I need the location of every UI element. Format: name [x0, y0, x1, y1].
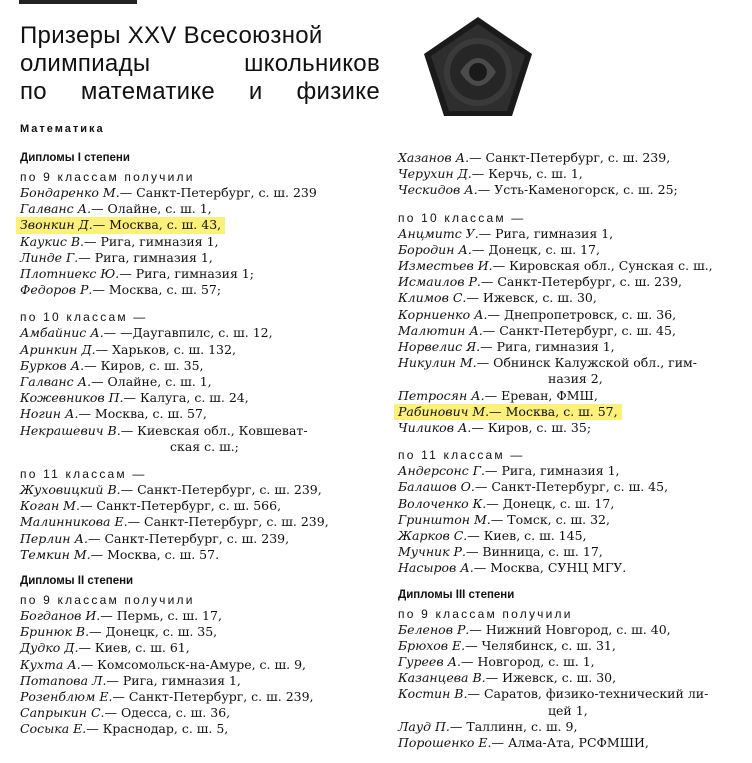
winner-school: — Рига, гимназия 1, — [478, 225, 614, 241]
winner-name: Галванс А. — [20, 374, 92, 390]
list-item — [398, 463, 743, 479]
entry-list — [20, 325, 380, 455]
winner-school: — Кировская обл., Сунская с. ш., — [492, 258, 713, 274]
winner-school: — Харьков, с. ш. 132, — [95, 341, 236, 357]
winner-name: Сосыка Е. — [20, 721, 87, 737]
list-item — [20, 325, 380, 341]
list-item — [398, 512, 743, 528]
title-line-1: Призеры XXV Всесоюзной — [20, 22, 323, 49]
title-word: по — [20, 78, 47, 105]
winner-school-continued: цей 1, — [548, 702, 588, 718]
winner-name: Розенблюм Е. — [20, 689, 113, 705]
winner-school: — Москва, с. ш. 57, — [489, 403, 618, 419]
grade-label: по 11 классам — — [398, 448, 525, 463]
highlighted-entry — [16, 217, 225, 233]
winner-school: — —Даугавпилс, с. ш. 12, — [103, 325, 273, 341]
list-item — [20, 342, 380, 358]
winner-school: — Ереван, ФМШ, — [484, 387, 598, 403]
winner-name: Хазанов А. — [398, 150, 470, 165]
winner-name: Потапова Л. — [20, 672, 107, 688]
grade-label: по 10 классам — — [398, 210, 526, 225]
list-item-continuation — [398, 703, 743, 719]
winner-name: Рабинович М. — [398, 403, 490, 419]
winner-school: — Москва, с. ш. 43, — [92, 217, 222, 233]
winner-name: Порошенко Е. — [398, 735, 492, 751]
winner-name: Коган М. — [20, 498, 80, 514]
winner-name: Ногин А. — [20, 406, 79, 422]
list-item — [20, 423, 380, 439]
winner-school: — Винница, с. ш. 17, — [465, 544, 603, 560]
winner-name: Перлин А. — [20, 530, 88, 546]
diploma-heading: Дипломы II степени — [20, 575, 134, 588]
winner-name: Кожевников П. — [20, 390, 124, 406]
winner-name: Кухта А. — [20, 656, 81, 672]
list-item — [398, 654, 743, 670]
list-item — [398, 686, 743, 702]
list-item — [398, 290, 743, 306]
top-rule — [19, 0, 137, 4]
winner-school: — Москва, с. ш. 57, — [78, 406, 207, 422]
winner-school: — Краснодар, с. ш. 5, — [86, 721, 229, 737]
winner-school: — Рига, гимназия 1, — [78, 249, 213, 265]
winner-school: — Нижний Новгород, с. ш. 40, — [469, 621, 671, 637]
page-title — [20, 22, 380, 106]
winner-school: — Обнинск Калужской обл., гим- — [476, 355, 697, 371]
winner-school: — Санкт-Петербург, с. ш. 239 — [119, 185, 317, 200]
winner-school: — Рига, гимназия 1, — [84, 233, 219, 249]
winner-school: — Керчь, с. ш. 1, — [471, 166, 583, 182]
winner-name: Плотниекс Ю. — [20, 266, 120, 282]
winner-name: Волоченко К. — [398, 495, 487, 511]
winner-school-continued: ская с. ш.; — [170, 438, 239, 454]
winner-school: — Киров, с. ш. 35, — [84, 357, 204, 373]
diploma-heading: Дипломы I степени — [20, 152, 130, 164]
winner-school: — Томск, с. ш. 32, — [490, 511, 610, 527]
list-item-continuation — [20, 439, 380, 455]
entry-list — [398, 226, 743, 437]
winner-school: — Санкт-Петербург, с. ш. 45, — [482, 322, 676, 338]
list-item — [20, 498, 380, 514]
winner-name: Гуреев А. — [398, 654, 462, 670]
grade-label: по 9 классам получили — [20, 593, 195, 608]
winner-school: — Рига, гимназия 1; — [119, 266, 254, 282]
winner-name: Жуховицкий В. — [20, 482, 121, 498]
list-item — [20, 657, 380, 673]
winner-name: Черухин Д. — [398, 166, 472, 182]
list-item — [20, 406, 380, 422]
title-word: физике — [296, 78, 380, 105]
winner-name: Бринюк В. — [20, 624, 90, 640]
winner-name: Сапрыкин С. — [20, 705, 105, 721]
winner-school: — Рига, гимназия 1, — [485, 463, 620, 479]
list-item — [20, 640, 380, 656]
winner-school: — Киров, с. ш. 35; — [471, 420, 592, 436]
winner-school: — Рига, гимназия 1, — [480, 339, 615, 355]
winner-name: Никулин М. — [398, 355, 477, 371]
list-item — [20, 250, 380, 266]
winner-name: Изместьев И. — [398, 258, 493, 274]
olympiad-emblem-icon — [420, 14, 536, 120]
list-item — [398, 242, 743, 258]
grade-label: по 9 классам получили — [20, 170, 195, 184]
winner-school: — Ижевск, с. ш. 30, — [466, 290, 597, 306]
winner-name: Темкин М. — [20, 546, 91, 562]
winner-school: — Санкт-Петербург, с. ш. 566, — [79, 498, 282, 514]
list-item — [20, 721, 380, 737]
winner-name: Норвелис Я. — [398, 339, 481, 355]
list-item — [398, 226, 743, 242]
list-item — [398, 274, 743, 290]
list-item — [20, 266, 380, 282]
winner-school: — Санкт-Петербург, с. ш. 239, — [127, 514, 329, 530]
title-line-3 — [20, 78, 380, 106]
entry-list — [20, 185, 380, 298]
winner-school: — Донецк, с. ш. 35, — [89, 624, 218, 640]
winner-name: Петросян А. — [398, 387, 485, 403]
list-item — [398, 355, 743, 371]
list-item — [20, 374, 380, 390]
list-item — [398, 670, 743, 686]
winner-name: Каукис В. — [20, 233, 85, 249]
winner-name: Казанцева В. — [398, 670, 486, 686]
winner-name: Галванс А. — [20, 201, 92, 217]
winner-name: Исмаилов Р. — [398, 274, 481, 290]
list-item — [20, 358, 380, 374]
winner-school: — Олайне, с. ш. 1, — [91, 201, 212, 217]
winner-name: Брюхов Е. — [398, 637, 466, 653]
winner-school: — Москва, с. ш. 57; — [92, 282, 222, 298]
list-item — [20, 201, 380, 217]
winner-name: Беленов Р. — [398, 621, 470, 637]
entry-list — [20, 482, 380, 563]
entry-list — [398, 622, 743, 752]
winner-name: Чиликов А. — [398, 420, 472, 436]
list-item — [20, 282, 380, 298]
winner-school: — Санкт-Петербург, с. ш. 239, — [469, 150, 671, 165]
winner-school: — Москва, с. ш. 57. — [90, 546, 220, 562]
winner-name: Линде Г. — [20, 249, 79, 265]
list-item — [398, 182, 743, 198]
winner-school: — Днепропетровск, с. ш. 36, — [487, 306, 677, 322]
winner-name: Аринкин Д. — [20, 341, 96, 357]
entry-list — [20, 608, 380, 738]
list-item — [20, 547, 380, 563]
winner-school: — Киев, с. ш. 61, — [78, 640, 190, 656]
winner-name: Дудко Д. — [20, 640, 79, 656]
section-heading: Математика — [20, 123, 105, 135]
winner-school: — Киевская обл., Ковшеват- — [120, 422, 308, 438]
winner-name: Балашов О. — [398, 479, 475, 495]
list-item — [20, 514, 380, 530]
winner-school: — Санкт-Петербург, с. ш. 239, — [87, 530, 290, 546]
winner-name: Федоров Р. — [20, 282, 93, 298]
list-item — [398, 150, 743, 166]
left-column — [20, 152, 380, 738]
winner-name: Ческидов А. — [398, 182, 478, 198]
list-item — [398, 496, 743, 512]
winner-name: Мучник Р. — [398, 544, 466, 560]
winner-school: — Новгород, с. ш. 1, — [461, 654, 595, 670]
title-word: математике — [80, 78, 216, 105]
list-item — [398, 622, 743, 638]
list-item — [20, 608, 380, 624]
winner-name: Малинникова Е. — [20, 514, 128, 530]
winner-name: Андерсонс Г. — [398, 463, 486, 479]
list-item — [398, 735, 743, 751]
highlighted-entry — [394, 404, 622, 420]
winner-school-continued: назия 2, — [548, 371, 603, 387]
entry-list — [398, 463, 743, 576]
winner-name: Бурков А. — [20, 357, 85, 373]
winner-name: Жарков С. — [398, 528, 468, 544]
list-item — [398, 560, 743, 576]
winner-name: Лауд П. — [398, 718, 450, 734]
list-item — [398, 544, 743, 560]
grade-label: по 10 классам — — [20, 310, 148, 325]
list-item — [398, 528, 743, 544]
list-item — [20, 689, 380, 705]
winner-school: — Пермь, с. ш. 17, — [100, 608, 222, 624]
winner-school: — Олайне, с. ш. 1, — [91, 374, 212, 390]
winner-name: Амбайнис А. — [20, 325, 104, 341]
winner-school: — Санкт-Петербург, с. ш. 239, — [112, 689, 314, 705]
list-item — [398, 388, 743, 404]
list-item — [20, 531, 380, 547]
list-item — [20, 482, 380, 498]
list-item — [398, 719, 743, 735]
list-item — [20, 185, 380, 201]
winner-name: Гринштон М. — [398, 511, 491, 527]
grade-label: по 11 классам — — [20, 467, 147, 482]
title-word: олимпиады — [20, 50, 151, 77]
winner-school: — Санкт-Петербург, с. ш. 45, — [474, 479, 669, 495]
winner-school: — Саратов, физико-технический ли- — [467, 686, 709, 702]
list-item — [398, 166, 743, 182]
winner-school: — Санкт-Петербург, с. ш. 239, — [120, 482, 322, 498]
list-item — [20, 217, 380, 233]
winner-school: — Санкт-Петербург, с. ш. 239, — [480, 274, 683, 290]
list-item — [398, 323, 743, 339]
winner-name: Звонкин Д. — [20, 217, 93, 233]
right-column — [398, 150, 743, 751]
winner-school: — Алма-Ата, РСФМШИ, — [491, 735, 649, 751]
list-item — [20, 390, 380, 406]
winner-school: — Калуга, с. ш. 24, — [123, 390, 249, 406]
winner-name: Корниенко А. — [398, 306, 488, 322]
title-word: и — [248, 78, 263, 105]
winner-school: — Одесса, с. ш. 36, — [104, 705, 231, 721]
winner-school: — Комсомольск-на-Амуре, с. ш. 9, — [80, 656, 306, 672]
list-item — [398, 420, 743, 436]
winner-name: Малютин А. — [398, 322, 483, 338]
diploma-heading: Дипломы III степени — [398, 588, 515, 601]
list-item — [20, 234, 380, 250]
winner-school: — Рига, гимназия 1, — [106, 672, 241, 688]
list-item — [398, 258, 743, 274]
winner-name: Насыров А. — [398, 560, 474, 576]
grade-label: по 9 классам получили — [398, 606, 573, 621]
list-item — [20, 624, 380, 640]
winner-school: — Донецк, с. ш. 17, — [486, 495, 615, 511]
list-item — [398, 479, 743, 495]
title-line-2 — [20, 50, 380, 78]
entry-list — [398, 150, 743, 199]
winner-school: — Киев, с. ш. 145, — [467, 528, 587, 544]
winner-name: Богданов И. — [20, 608, 101, 624]
winner-school: — Ижевск, с. ш. 30, — [485, 670, 617, 686]
list-item — [398, 638, 743, 654]
winner-school: — Усть-Каменогорск, с. ш. 25; — [477, 182, 678, 198]
title-word: школьников — [244, 50, 380, 77]
winner-name: Некрашевич В. — [20, 422, 121, 438]
winner-school: — Челябинск, с. ш. 31, — [465, 637, 616, 653]
list-item — [20, 705, 380, 721]
list-item — [20, 673, 380, 689]
list-item-continuation — [398, 371, 743, 387]
list-item — [398, 307, 743, 323]
list-item — [398, 404, 743, 420]
winner-name: Бородин А. — [398, 241, 472, 257]
winner-school: — Москва, СУНЦ МГУ. — [473, 560, 627, 576]
winner-school: — Донецк, с. ш. 17, — [471, 241, 600, 257]
winner-name: Анцмитс У. — [398, 225, 479, 241]
list-item — [398, 339, 743, 355]
winner-school: — Таллинн, с. ш. 9, — [449, 718, 578, 734]
winner-name: Бондаренко М. — [20, 185, 120, 200]
winner-name: Костин В. — [398, 686, 468, 702]
winner-name: Климов С. — [398, 290, 467, 306]
